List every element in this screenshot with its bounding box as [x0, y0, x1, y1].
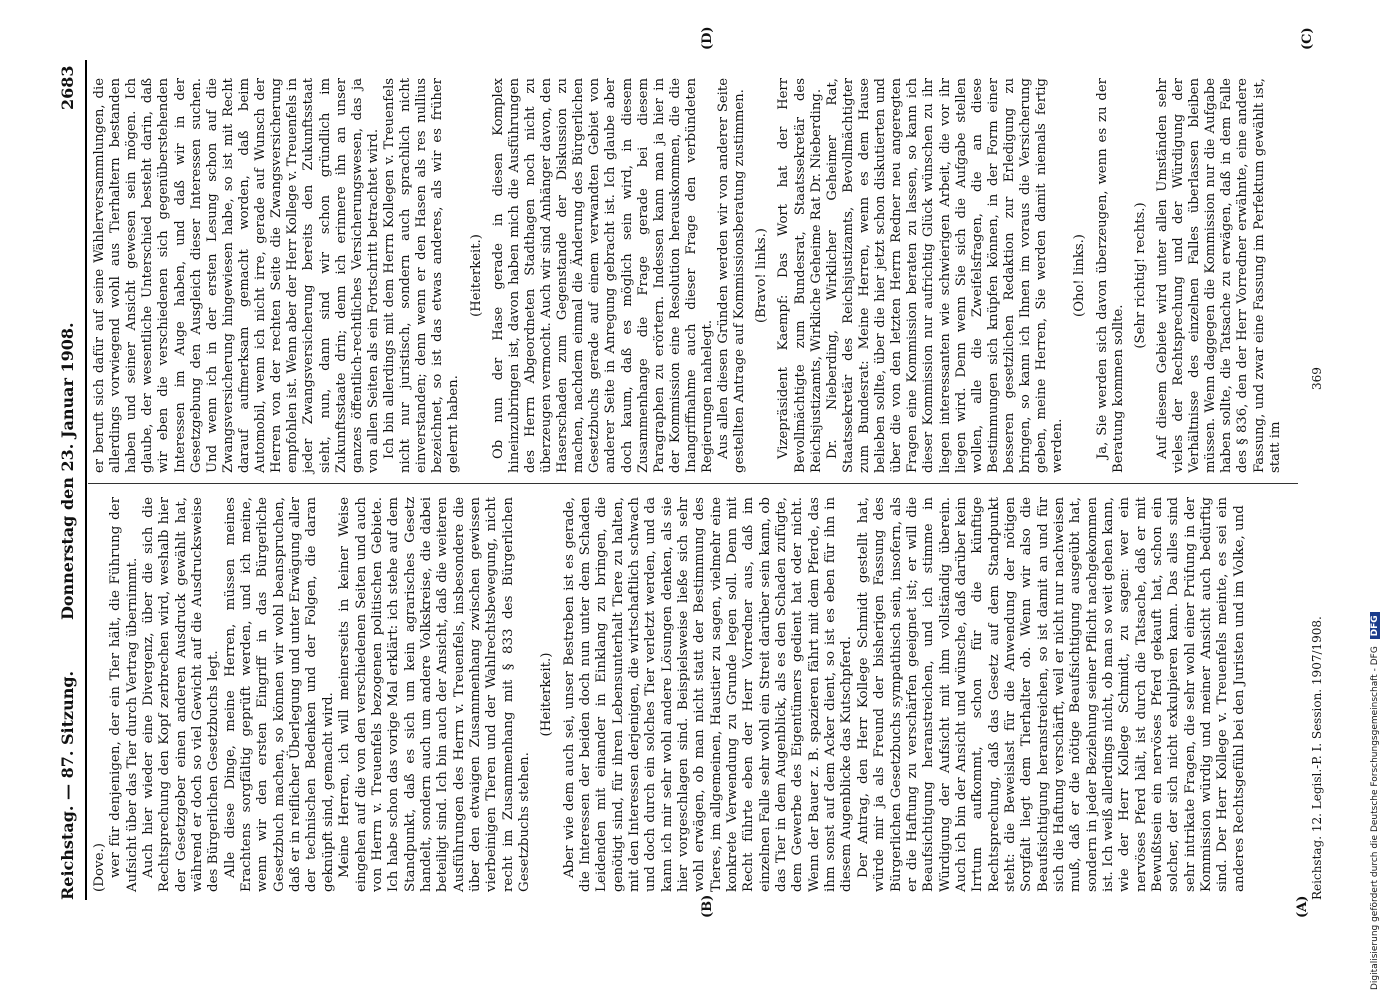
reaction: (Heiterkeit.) [539, 652, 555, 737]
margin-marker-a: (A) [1295, 895, 1310, 918]
footer-session: Reichstag. 12. Legisl.-P. I. Session. 1907/1908. [1310, 616, 1324, 900]
digitization-note: Digitalisierung gefördert durch die Deutsche Forschungsgemeinschaft - DFG [1370, 646, 1380, 990]
speaker-tag: (Dove.) [92, 843, 107, 892]
reaction: (Heiterkeit.) [468, 234, 484, 317]
margin-marker-d: (D) [700, 26, 715, 50]
reaction: (Sehr richtig! rechts.) [1132, 202, 1148, 349]
footer-sheet-number: 369 [1310, 367, 1324, 390]
reaction: (Oho! links.) [1072, 234, 1088, 317]
paragraph: Dr. Nieberding, Wirklicher Geheimer Rat, Staatssekretär des Reichsjustizamts, Bevollmächtigter zum Bundesrat: Meine Herren, wenn es dem Hause belieben sollte, über die hier jetzt schon diskutierten und über die von den letzten Herrn Redner neu angeregten Fragen eine Kommission beraten zu lassen, so kann ich dieser Kommission nur aufrichtig Glück wünschen zu ihr liegen interessanten wie schwierigen Arbeit, die vor ihr liegen wird. Denn wenn Sie sich die Aufgabe stellen wollen, alle die Zweifelsfragen, die an diese Bestimmungen sich knüpfen können, in der Form einer besseren gesetzlichen Redaktion zur Erledigung zu bringen, so kann ich Ihnen im voraus die Versicherung geben, meine Herren, Sie werden damit niemals fertig werden. [824, 78, 1066, 473]
digitization-strip [1370, 10, 1383, 1000]
paragraph: Meine Herren, ich will meinerseits in keiner Weise eingehen auf die von den verschiedenen Seiten und auch von Herrn v. Treuenfels bezogenen politischen Gebiete. Ich habe schon das vorige Mal erklärt: ich stehe auf dem Standpunkt, daß es sich um kein agrarisches Gesetz handelt, sondern auch um andere Volkskreise, die dabei beteiligt sind. Ich bin auch der Ansicht, daß die weiteren Ausführungen des Herrn v. Treuenfels, insbesondere die über den etwaigen Zusammenhang zwischen gewissen vierbeinigen Tieren und der Wahlrechtsbewegung, nicht recht im Zusammenhang mit § 833 des Bürgerlichen Gesetzbuchs stehen. [337, 497, 532, 892]
dfg-logo: DFG [1370, 612, 1380, 639]
paragraph: Vizepräsident Kaempf: Das Wort hat der Herr Bevollmächtigte zum Bundesrat, Staatssekretär des Reichsjustizamts, Wirkliche Geheime Rat Dr. Nieberding. [776, 78, 824, 473]
paragraph: er beruft sich dafür auf seine Wählerversammlungen, die allerdings vorwiegend wohl aus Tierhaltern bestanden haben und seiner Ansicht gewesen sein mögen. Ich glaube, der wesentliche Unterschied besteht darin, daß wir eben die verschiedenen sich gegenüberstehenden Interessen im Auge haben, und daß wir in der Gesetzgebung den Ausgleich dieser Interessen suchen. Und wenn ich in der ersten Lesung schon auf die Zwangsversicherung hingewiesen habe, so ist mit Recht darauf aufmerksam gemacht worden, daß beim Automobil, wenn ich nicht irre, gerade auf Wunsch der Herren von der rechten Seite die Zwangsversicherung empfohlen ist. Wenn aber der Herr Kollege v. Treuenfels in jeder Zwangsversicherung bereits den Zukunftsstaat sieht, nun, dann sind wir schon gründlich im Zukunftsstaate drin; denn ich erinnere ihn an unser ganzes öffentlich-rechtliches Versicherungswesen, das ja von allen Seiten als ein Fortschritt betrachtet wird. [92, 77, 381, 473]
paragraph: Ja, Sie werden sich davon überzeugen, wenn es zu der Beratung kommen sollte. [1094, 78, 1126, 473]
paragraph: Auf diesem Gebiete wird unter allen Umständen sehr vieles der Rechtsprechung und der Würdigung der Verhältnisse des einzelnen Falles überlassen bleiben müssen. Wenn daggegen die Kommission nur die Aufgabe haben sollte, die Tatsache zu erwägen, daß in dem Falle des § 836, den der Herr Vorredner erwähnte, eine andere Fassung, und zwar eine Fassung im Perfektum gewählt ist, statt im [1154, 78, 1283, 473]
column-divider [88, 483, 1298, 484]
margin-marker-c: (C) [1300, 27, 1315, 50]
header-rule [85, 60, 87, 900]
running-header-left: Reichstag. — 87. Sitzung. [58, 670, 77, 900]
margin-marker-b: (B) [700, 894, 715, 918]
paragraph: Aber wie dem auch sei, unser Bestreben ist es gerade, die Interessen der beiden doch nun unter dem Schaden Leidenden mit einander in Einklang zu bringen, die genötigt sind, für ihren Lebensunterhalt Tiere zu halten, mit den Interessen derjenigen, die wirtschaftlich schwach und doch durch ein solches Tier verletzt werden, und da kann ich mir sehr wohl andere Lösungen denken, als sie hier vorgeschlagen sind. Beispielsweise ließe sich sehr wohl erwägen, ob man nicht statt der Bestimmung des Tieres, im allgemeinen, Haustier zu sagen, vielmehr eine konkrete Verwendung zu Grunde legen soll. Denn mit Recht führte eben der Herr Vorredner aus, daß im einzelnen Falle sehr wohl ein Streit darüber sein kann, ob das Tier in dem Augenblick, als es den Schaden zufügte, dem Gewerbe des Eigentümers gedient hat oder nicht. Wenn der Bauer z. B. spazieren fährt mit dem Pferde, das ihm sonst auf dem Acker dient, so ist es eben für ihn in diesem Augenblicke das Kutschpferd. [561, 497, 855, 892]
paragraph: Ich bin allerdings mit dem Herrn Kollegen v. Treuenfels nicht nur juristisch, sondern auch sprachlich nicht einverstanden; denn wenn er den Hasen als res nullius bezeichnet, so ist das etwas anderes, als wir es früher gelernt haben. [381, 78, 462, 473]
paragraph: Aus allen diesen Gründen werden wir von anderer Seite gestellten Antrage auf Kommissionsberatung zustimmen. [716, 78, 748, 473]
right-column [92, 78, 1284, 473]
paragraph: Ob nun der Hase gerade in diesen Komplex hineinzubringen ist, davon haben mich die Ausführungen des Herrn Abgeordneten Stadthagen noch nicht zu überzeugen vermocht. Auch wir sind Anhänger davon, den Haserschaden zum Gegenstande der Diskussion zu machen, nachdem einmal die Änderung des Bürgerlichen Gesetzbuchs gerade auf einem verwandten Gebiet von anderer Seite in Anregung gebracht ist. Ich glaube aber doch kaum, daß es möglich sein wird, in diesem Zusammenhange die Frage gerade bei diesem Paragraphen zu erörtern. Indessen kann man ja hier in der Kommission eine Resolution herauskommen, die die Inangriffnahme auch dieser Frage den verbündeten Regierungen nahelegt. [490, 78, 716, 473]
running-header-date: Donnerstag den 23. Januar 1908. [58, 322, 77, 620]
paragraph: wer für denjenigen, der ein Tier hält, die Führung der Aufsicht über das Tier durch Vertrag übernimmt. [108, 497, 140, 892]
left-column [92, 497, 1248, 892]
paragraph: Alle diese Dinge, meine Herren, müssen meines Erachtens sorgfältig geprüft werden, und ich meine, wenn wir den ersten Eingriff in das Bürgerliche Gesetzbuch machen, so können wir wohl beanspruchen, daß er in reiflicher Überlegung und unter Erwägung aller der technischen Bedenken und der Folgen, die daran geknüpft sind, gemacht wird. [222, 497, 336, 892]
paragraph: Auch hier wieder eine Divergenz, über die sich die Rechtsprechung den Kopf zerbrechen wird, weshalb hier der Gesetzgeber einen anderen Ausdruck gewählt hat, während er doch so viel Gewicht auf die Ausdrucksweise des Bürgerlichen Gesetzbuchs legt. [141, 497, 222, 892]
reaction: (Bravo! links.) [754, 228, 770, 323]
page-number: 2683 [58, 65, 77, 110]
paragraph: Der Antrag, den Herr Kollege Schmidt gestellt hat, würde mir ja als Freund der bisherigen Fassung des Bürgerlichen Gesetzbuchs sympathisch sein, insofern, als er die Haftung zu verschärfen geeignet ist; er will die Beaufsichtigung heranstreichen, und ich stimme in Würdigung der Aufsicht mit ihm vollständig überein. Auch ich bin der Ansicht und wünsche, daß darüber kein Irrtum aufkommt, schon für die künftige Rechtsprechung, daß das Gesetz auf dem Standpunkt steht: die Beweislast für die Anwendung der nötigen Sorgfalt liegt dem Tierhalter ob. Wenn wir also die Beaufsichtigung heranstreichen, so ist damit an und für sich die Haftung verschärft, weil er nicht nur nachweisen muß, daß er die nötige Beaufsichtigung ausgeübt hat, sondern in jeder Beziehung seiner Pflicht nachgekommen ist. Ich weiß allerdings nicht, ob man so weit gehen kann, wie der Herr Kollege Schmidt, zu sagen: wer ein nervöses Pferd hält, ist durch die Tatsache, daß er mit Bewußtsein ein nervöses Pferd gekauft hat, schon ein solcher, der sich nicht exkulpieren kann. Das alles sind sehr intrikate Fragen, die sehr wohl einer Prüfung in der Kommission würdig und meiner Ansicht auch bedürftig sind. Der Herr Kollege v. Treuenfels meinte, es sei ein anderes Rechtsgefühl bei den Juristen und im Volke, und [855, 497, 1247, 892]
